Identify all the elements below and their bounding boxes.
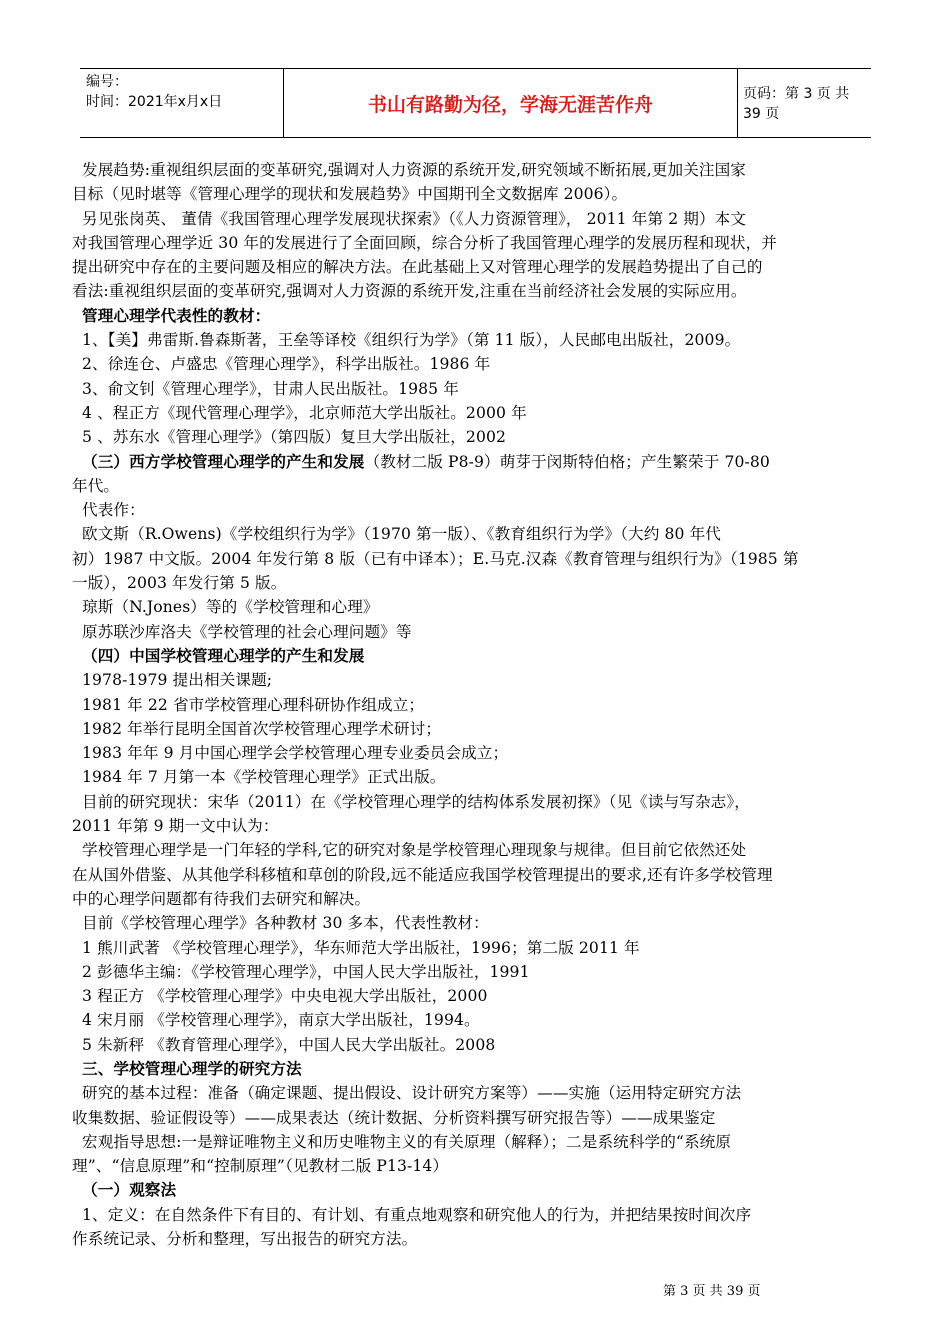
text-line [72, 279, 908, 303]
line-text: 一版），2003 年发行第 5 版。 [72, 574, 287, 593]
line-text: 4 、程正方《现代管理心理学》，北京师范大学出版社。2000 年 [82, 403, 527, 422]
line-text: 发展趋势:重视组织层面的变革研究,强调对人力资源的系统开发,研究领域不断拓展,更加关注国家 [82, 161, 746, 179]
text-line [82, 498, 908, 522]
text-line [82, 1130, 908, 1154]
page-footer: 第 3 页 共 39 页 [663, 1284, 761, 1299]
header-page-label: 页码：第 3 页 共 39 页 [743, 86, 850, 122]
text-line [82, 765, 908, 789]
text-line [82, 693, 908, 717]
document-body [72, 158, 908, 1251]
line-text: 1978-1979 提出相关课题; [82, 671, 273, 690]
line-text: 1981 年 22 省市学校管理心理科研协作组成立； [82, 695, 425, 714]
text-line [82, 1033, 908, 1057]
line-text: 5 朱新秤 《教育管理心理学》，中国人民大学出版社。2008 [82, 1035, 496, 1054]
line-text: 在从国外借鉴、从其他学科移植和草创的阶段,远不能适应我国学校管理提出的要求,还有许多学校管理 [72, 865, 773, 884]
time-label: 时间：2021年x月x日 [86, 94, 223, 110]
line-text: 初）1987 中文版。2004 年发行第 8 版（已有中译本）；E.马克.汉森《教育管理与组织行为》（1985 第 [72, 549, 799, 568]
line-text: （一）观察法 [82, 1180, 177, 1200]
line-text: 年代。 [72, 476, 120, 495]
text-line [72, 1227, 908, 1251]
text-line [82, 668, 908, 692]
line-text: 管理心理学代表性的教材： [82, 305, 271, 325]
line-text: 1982 年举行昆明全国首次学校管理心理学术研讨； [82, 719, 442, 738]
line-text: 2 彭德华主编：《学校管理心理学》，中国人民大学出版社，1991 [82, 962, 530, 981]
text-line [82, 425, 908, 449]
line-text: 2011 年第 9 期一文中认为： [72, 817, 279, 836]
text-line [82, 207, 908, 231]
text-line [72, 547, 908, 571]
line-text: 对我国管理心理学近 30 年的发展进行了全面回顾，综合分析了我国管理心理学的发展历程和现状，并 [72, 233, 777, 252]
line-text: 宏观指导思想:一是辩证唯物主义和历史唯物主义的有关原理（解释）；二是系统科学的“系统原 [82, 1132, 732, 1151]
page-header [80, 68, 871, 138]
line-text: （三）西方学校管理心理学的产生和发展 [82, 451, 365, 471]
line-text: 4 宋月丽 《学校管理心理学》，南京大学出版社，1994。 [82, 1011, 480, 1030]
line-text-rest: （教材二版 P8-9）萌芽于闵斯特伯格；产生繁荣于 70-80 [364, 452, 770, 471]
section-heading-line [82, 1057, 908, 1081]
text-line [82, 717, 908, 741]
text-line [72, 255, 908, 279]
line-text: 研究的基本过程：准备（确定课题、提出假设、设计研究方案等）——实施（运用特定研究方法 [82, 1084, 742, 1103]
line-text: 2、徐连仓、卢盛忠《管理心理学》，科学出版社。1986 年 [82, 355, 491, 374]
line-text: 1 熊川武著 《学校管理心理学》，华东师范大学出版社，1996；第二版 2011 年 [82, 938, 640, 957]
line-text: 学校管理心理学是一门年轻的学科,它的研究对象是学校管理心理现象与规律。但目前它依然还处 [82, 841, 747, 860]
line-text: 1984 年 7 月第一本《学校管理心理学》正式出版。 [82, 768, 446, 787]
line-text: 琼斯（N.Jones）等的《学校管理和心理》 [82, 598, 379, 617]
line-text: 看法:重视组织层面的变革研究,强调对人力资源的系统开发,注重在当前经济社会发展的实际应用。 [72, 282, 747, 301]
header-meta [80, 69, 284, 137]
text-line [72, 814, 908, 838]
line-text: 另见张岗英、 董倩《我国管理心理学发展现状探索》（《人力资源管理》， 2011 年第 2 期）本文 [82, 209, 747, 228]
text-line [72, 887, 908, 911]
text-line [72, 571, 908, 595]
line-text: 提出研究中存在的主要问题及相应的解决方法。在此基础上又对管理心理学的发展趋势提出了自己的 [72, 258, 763, 277]
line-text: （四）中国学校管理心理学的产生和发展 [82, 645, 365, 665]
text-line [82, 595, 908, 619]
line-text: 目标（见时堪等《管理心理学的现状和发展趋势》中国期刊全文数据库 2006）。 [72, 185, 628, 204]
text-line [72, 863, 908, 887]
text-line [72, 182, 908, 206]
header-motto: 书山有路勤为径，学海无涯苦作舟 [284, 69, 738, 137]
text-line [82, 1081, 908, 1105]
text-line [82, 984, 908, 1008]
line-text: 三、学校管理心理学的研究方法 [82, 1058, 302, 1078]
text-line [82, 741, 908, 765]
section-heading-line [82, 644, 908, 668]
line-text: 原苏联沙库洛夫《学校管理的社会心理问题》等 [82, 622, 412, 641]
line-text: 3 程正方 《学校管理心理学》中央电视大学出版社，2000 [82, 987, 488, 1006]
line-text: 1983 年年 9 月中国心理学会学校管理心理专业委员会成立； [82, 744, 509, 763]
line-text: 1、【美】弗雷斯.鲁森斯著，王垒等译校《组织行为学》（第 11 版），人民邮电出版社，2009。 [82, 331, 741, 350]
line-text: 作系统记录、分析和整理，写出报告的研究方法。 [72, 1230, 418, 1249]
text-line [82, 1008, 908, 1032]
line-text: 目前《学校管理心理学》各种教材 30 多本，代表性教材： [82, 914, 489, 933]
text-line [82, 522, 908, 546]
text-line [82, 328, 908, 352]
text-line [82, 620, 908, 644]
text-line [82, 960, 908, 984]
line-text: 代表作： [82, 501, 145, 520]
line-text: 5 、苏东水《管理心理学》（第四版）复旦大学出版社，2002 [82, 428, 507, 447]
text-line [72, 1154, 908, 1178]
text-line [72, 1106, 908, 1130]
text-line [82, 377, 908, 401]
line-text: 欧文斯（R.Owens)《学校组织行为学》（1970 第一版）、《教育组织行为学》（大约 80 年代 [82, 525, 721, 544]
text-line [82, 1203, 908, 1227]
section-heading-line [82, 304, 908, 328]
line-text: 收集数据、验证假设等）——成果表达（统计数据、分析资料撰写研究报告等）——成果鉴定 [72, 1108, 716, 1127]
text-line [82, 352, 908, 376]
section-heading-line [82, 450, 908, 474]
text-line [82, 790, 908, 814]
text-line [82, 936, 908, 960]
line-text: 理”、“信息原理”和“控制原理”（见教材二版 P13-14） [72, 1157, 449, 1176]
text-line [82, 158, 908, 182]
text-line [82, 838, 908, 862]
line-text: 1、定义：在自然条件下有目的、有计划、有重点地观察和研究他人的行为，并把结果按时间次序 [82, 1205, 752, 1224]
text-line [72, 231, 908, 255]
line-text: 3、俞文钊《管理心理学》，甘肃人民出版社。1985 年 [82, 379, 459, 398]
line-text: 目前的研究现状：宋华（2011）在《学校管理心理学的结构体系发展初探》（见《读与写杂志》， [82, 792, 750, 811]
line-text: 中的心理学问题都有待我们去研究和解决。 [72, 889, 371, 908]
number-label: 编号： [86, 74, 128, 90]
text-line [82, 401, 908, 425]
text-line [72, 474, 908, 498]
section-heading-line [82, 1178, 908, 1202]
text-line [82, 911, 908, 935]
